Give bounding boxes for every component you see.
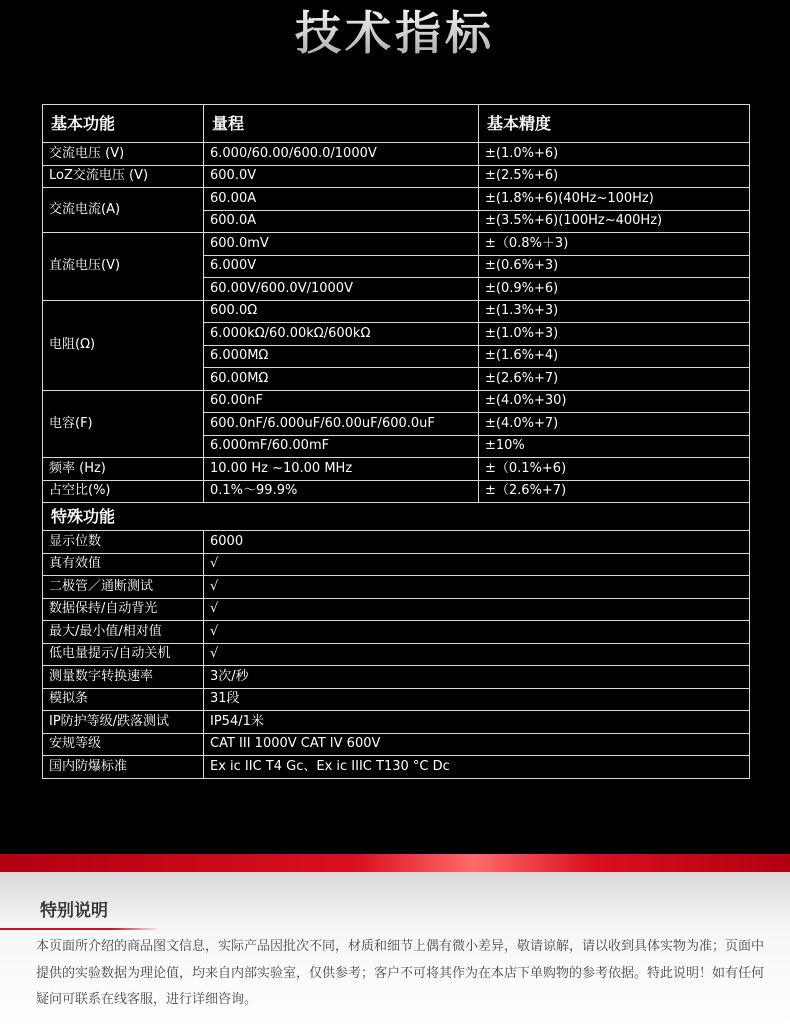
function-cell: 交流电压 (V) (43, 143, 204, 166)
table-row (43, 756, 750, 779)
table-row (43, 531, 750, 554)
table-row (43, 666, 750, 689)
function-cell: 直流电压(V) (43, 233, 204, 301)
feature-label: 真有效值 (43, 553, 204, 576)
accuracy-cell: ±(2.5%+6) (479, 165, 750, 188)
feature-value: 3次/秒 (204, 666, 750, 689)
function-cell: 交流电流(A) (43, 188, 204, 233)
function-cell: 频率 (Hz) (43, 458, 204, 481)
spec-table (42, 104, 750, 779)
accuracy-cell: ±(3.5%+6)(100Hz~400Hz) (479, 210, 750, 233)
header-range: 量程 (204, 105, 479, 143)
table-row (43, 733, 750, 756)
special-functions-title: 特殊功能 (43, 503, 750, 531)
range-cell: 6.000MΩ (204, 345, 479, 368)
table-row (43, 165, 750, 188)
feature-value: Ex ic IIC T4 Gc、Ex ic IIIC T130 °C Dc (204, 756, 750, 779)
range-cell: 600.0V (204, 165, 479, 188)
range-cell: 600.0nF/6.000uF/60.00uF/600.0uF (204, 413, 479, 436)
feature-value: √ (204, 621, 750, 644)
table-row (43, 143, 750, 166)
feature-label: 国内防爆标准 (43, 756, 204, 779)
table-row (43, 643, 750, 666)
table-row (43, 711, 750, 734)
accuracy-cell: ±(1.8%+6)(40Hz~100Hz) (479, 188, 750, 211)
feature-value: 31段 (204, 688, 750, 711)
feature-label: 数据保持/自动背光 (43, 598, 204, 621)
feature-label: 最大/最小值/相对值 (43, 621, 204, 644)
accuracy-cell: ±(1.0%+3) (479, 323, 750, 346)
table-row (43, 598, 750, 621)
notice-section (0, 872, 790, 1026)
function-cell: LoZ交流电压 (V) (43, 165, 204, 188)
table-row (43, 553, 750, 576)
table-row (43, 480, 750, 503)
page-title: 技术指标 (0, 0, 790, 70)
feature-value: √ (204, 576, 750, 599)
function-cell: 占空比(%) (43, 480, 204, 503)
notice-title: 特别说明 (40, 901, 108, 921)
table-row (43, 688, 750, 711)
accuracy-cell: ±(2.6%+7) (479, 368, 750, 391)
table-row (43, 300, 750, 323)
feature-label: IP防护等级/跌落测试 (43, 711, 204, 734)
feature-value: √ (204, 643, 750, 666)
accuracy-cell: ±(0.6%+3) (479, 255, 750, 278)
accuracy-cell: ±(1.6%+4) (479, 345, 750, 368)
accuracy-cell: ±10% (479, 435, 750, 458)
table-row (43, 458, 750, 481)
header-accuracy: 基本精度 (479, 105, 750, 143)
feature-value: √ (204, 553, 750, 576)
accuracy-cell: ±(0.9%+6) (479, 278, 750, 301)
feature-value: IP54/1米 (204, 711, 750, 734)
range-cell: 6.000/60.00/600.0/1000V (204, 143, 479, 166)
feature-label: 测量数字转换速率 (43, 666, 204, 689)
notice-underline (0, 928, 160, 930)
function-cell: 电阻(Ω) (43, 300, 204, 390)
range-cell: 60.00A (204, 188, 479, 211)
function-cell: 电容(F) (43, 390, 204, 458)
feature-label: 模拟条 (43, 688, 204, 711)
range-cell: 60.00MΩ (204, 368, 479, 391)
range-cell: 60.00nF (204, 390, 479, 413)
range-cell: 6.000mF/60.00mF (204, 435, 479, 458)
accuracy-cell: ±(4.0%+7) (479, 413, 750, 436)
range-cell: 600.0Ω (204, 300, 479, 323)
range-cell: 600.0mV (204, 233, 479, 256)
table-row (43, 576, 750, 599)
accuracy-cell: ±(4.0%+30) (479, 390, 750, 413)
range-cell: 60.00V/600.0V/1000V (204, 278, 479, 301)
accuracy-cell: ±(1.3%+3) (479, 300, 750, 323)
table-row (43, 390, 750, 413)
feature-value: CAT III 1000V CAT IV 600V (204, 733, 750, 756)
accuracy-cell: ±（2.6%+7) (479, 480, 750, 503)
feature-label: 安规等级 (43, 733, 204, 756)
accuracy-cell: ±（0.1%+6) (479, 458, 750, 481)
table-row (43, 621, 750, 644)
accuracy-cell: ±（0.8%＋3) (479, 233, 750, 256)
spec-header-row (43, 105, 750, 143)
feature-label: 低电量提示/自动关机 (43, 643, 204, 666)
header-function: 基本功能 (43, 105, 204, 143)
table-row (43, 233, 750, 256)
feature-label: 显示位数 (43, 531, 204, 554)
feature-value: 6000 (204, 531, 750, 554)
feature-value: √ (204, 598, 750, 621)
feature-label: 二极管／通断测试 (43, 576, 204, 599)
range-cell: 6.000V (204, 255, 479, 278)
red-divider-bar (0, 854, 790, 872)
special-functions-header-row (43, 503, 750, 531)
range-cell: 600.0A (204, 210, 479, 233)
range-cell: 10.00 Hz ~10.00 MHz (204, 458, 479, 481)
table-row (43, 188, 750, 211)
accuracy-cell: ±(1.0%+6) (479, 143, 750, 166)
range-cell: 6.000kΩ/60.00kΩ/600kΩ (204, 323, 479, 346)
notice-text: 本页面所介绍的商品图文信息，实际产品因批次不同，材质和细节上偶有微小差异，敬请谅解，请以收到具体实物为准；页面中提供的实验数据为理论值，均来自内部实验室，仅供参考；客户不可将其作为在本店下单购物的参考依据。特此说明！如有任何疑问可联系在线客服，进行详细咨询。 (36, 939, 765, 1007)
range-cell: 0.1%〜99.9% (204, 480, 479, 503)
